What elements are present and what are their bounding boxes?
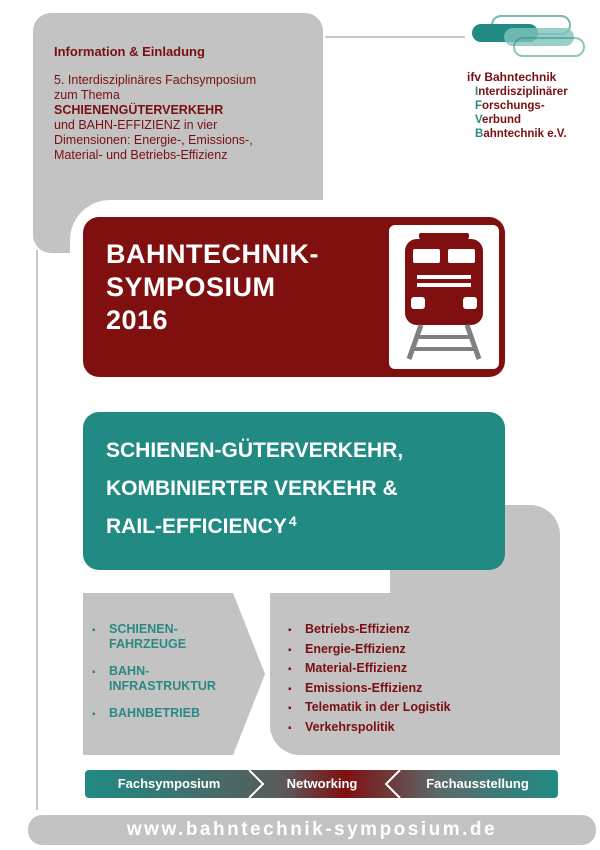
list-item: ▪ Emissions-Effizienz	[288, 681, 558, 701]
hero-title-line: SYMPOSIUM	[106, 272, 276, 302]
event-ribbon	[85, 770, 558, 798]
bullet-icon: ▪	[288, 703, 292, 714]
bullet-icon: ▪	[92, 667, 96, 678]
info-line: SCHIENENGÜTERVERKEHR	[54, 103, 224, 117]
info-line: 5. Interdisziplinäres Fachsymposium	[54, 73, 257, 87]
list-item: ▪ SCHIENEN- FAHRZEUGE	[92, 622, 187, 651]
info-line: Material- und Betriebs-Effizienz	[54, 148, 228, 162]
list-item: ▪ Betriebs-Effizienz	[288, 622, 558, 642]
topic-line: KOMBINIERTER VERKEHR &	[106, 477, 398, 500]
bullet-icon: ▪	[288, 625, 292, 636]
brand-line: Bahntechnik e.V.	[475, 128, 567, 140]
info-line: zum Thema	[54, 88, 120, 102]
topic-line: RAIL-EFFICIENCY $^4$	[106, 513, 297, 538]
bullet-icon: ▪	[288, 664, 292, 675]
list-item: ▪ Verkehrspolitik	[288, 720, 558, 740]
bullet-icon: ▪	[288, 722, 292, 734]
list-item: ▪ Material-Effizienz	[288, 661, 558, 681]
brand-line: Verbund	[475, 114, 522, 126]
info-description	[54, 73, 319, 163]
list-item: ▪ BAHNBETRIEB	[92, 706, 200, 720]
info-heading: Information & Einladung	[54, 44, 205, 59]
ribbon-label-symposium: Fachsymposium	[117, 776, 221, 791]
bullet-icon: ▪	[288, 644, 292, 656]
frame-top-line	[325, 36, 465, 38]
ribbon-label-exhibition: Fachausstellung	[426, 776, 529, 791]
ribbon-label-networking: Networking	[286, 776, 358, 791]
topic-line: SCHIENEN-GÜTERVERKEHR,	[106, 439, 404, 462]
train-icon	[391, 227, 497, 367]
info-line: und BAHN-EFFIZIENZ in vier	[54, 118, 218, 132]
topic-superscript: 4	[288, 513, 297, 529]
brand-line: Forschungs-	[475, 100, 545, 112]
hero-title-line: BAHNTECHNIK-	[106, 239, 319, 269]
topic-title	[106, 432, 496, 546]
info-line: Dimensionen: Energie-, Emissions-,	[54, 133, 253, 147]
website-link[interactable]: www.bahntechnik-symposium.de	[126, 819, 498, 840]
domain-list	[92, 622, 252, 733]
brand-name: ifv Bahntechnik	[467, 70, 557, 84]
list-item: ▪ Energie-Effizienz	[288, 642, 558, 662]
efficiency-list	[288, 622, 558, 739]
hero-title-line: 2016	[106, 305, 169, 335]
brand-line: Interdisziplinärer	[475, 86, 568, 98]
list-item: ▪ Telematik in der Logistik	[288, 700, 558, 720]
hero-title	[106, 238, 366, 337]
train-icon-frame	[389, 225, 499, 369]
bullet-icon: ▪	[288, 683, 292, 695]
brand-subtitle	[475, 85, 568, 141]
ifv-logo-icon	[470, 12, 590, 60]
bullet-icon: ▪	[92, 709, 96, 720]
list-item: ▪ BAHN- INFRASTRUKTUR	[92, 664, 216, 693]
frame-left-line	[36, 250, 38, 810]
bullet-icon: ▪	[92, 625, 96, 636]
